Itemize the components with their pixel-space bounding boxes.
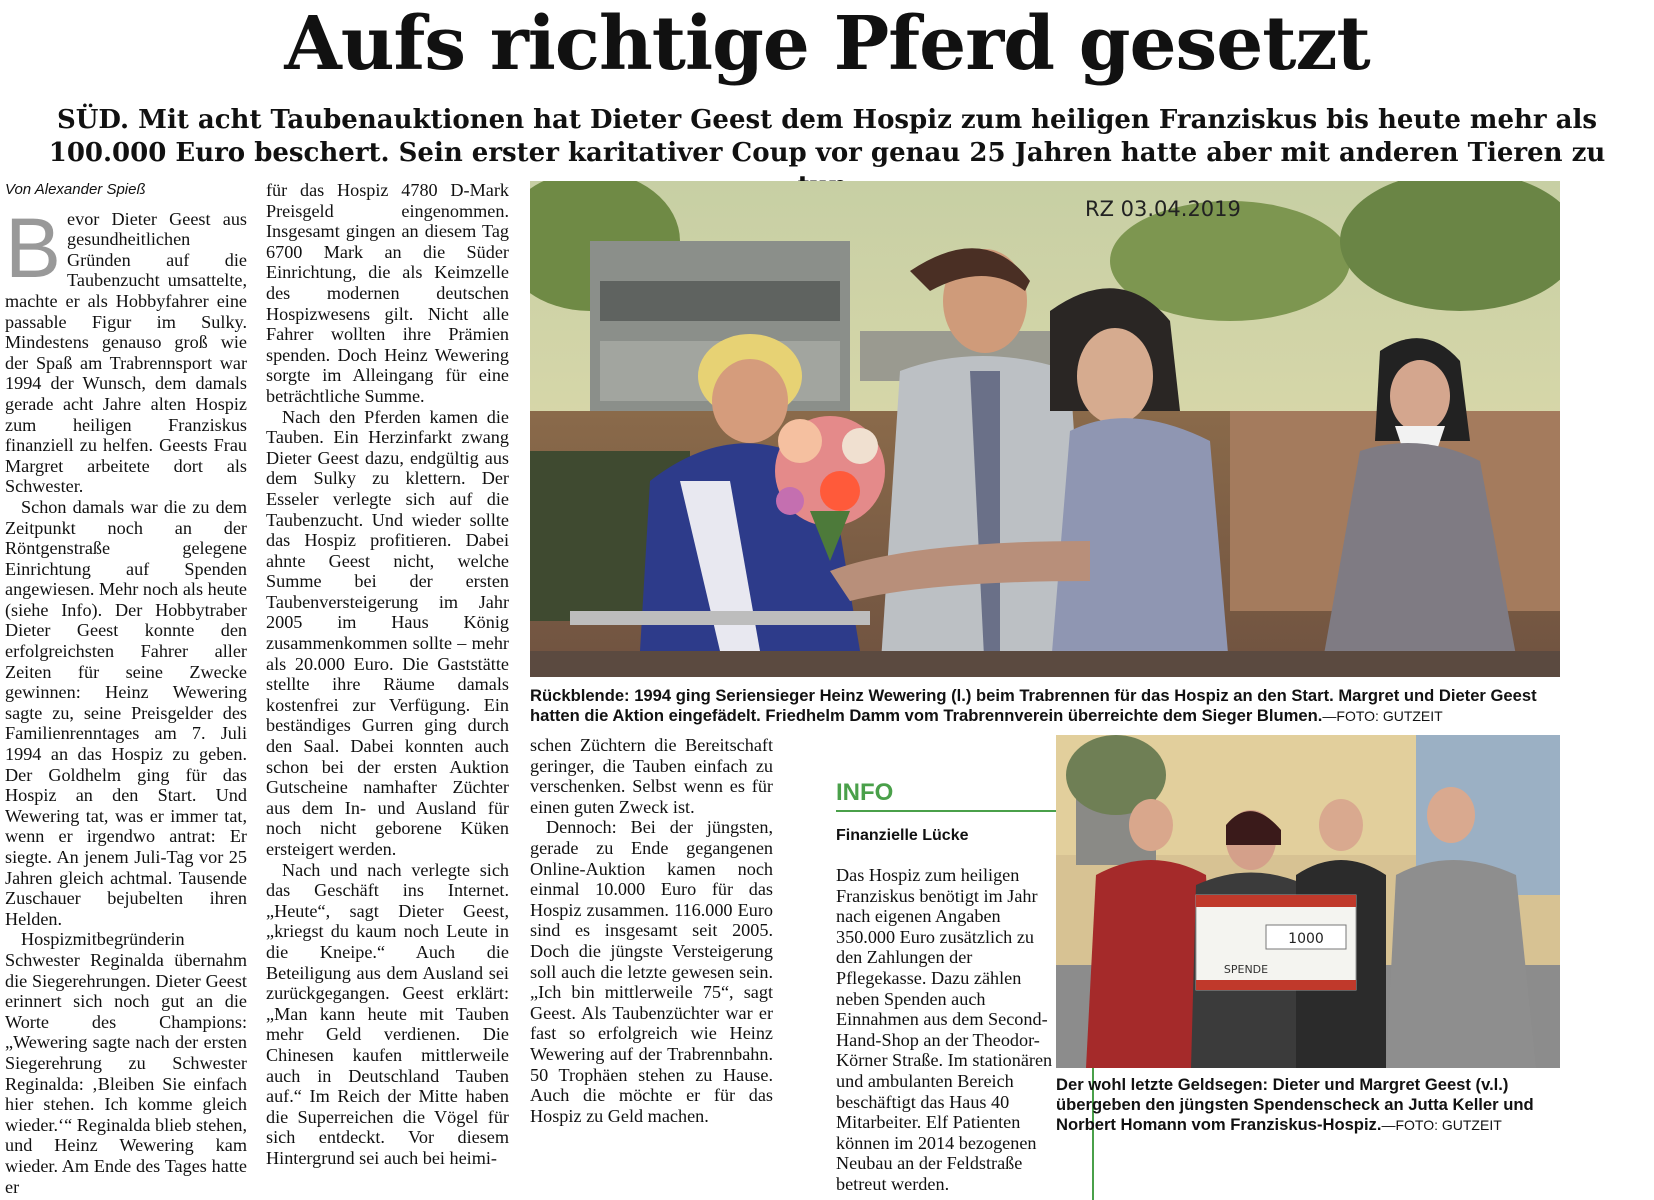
headline: Aufs richtige Pferd gesetzt	[284, 1, 1370, 87]
dropcap: B	[5, 200, 62, 295]
info-subtitle: Finanzielle Lücke	[836, 827, 969, 844]
info-divider	[836, 810, 1092, 812]
paragraph: schen Züchtern die Bereitschaft geringer, die Tauben einfach zu verschenken. Selbst wenn es für einen guten Zweck ist.	[530, 735, 773, 817]
deck-subheadline: SÜD. Mit acht Taubenauktionen hat Dieter Geest dem Hospiz zum heiligen Franziskus bis heute mehr als 100.000 Euro beschert. Sein erster karitativer Coup vor genau 25 Jahren hatte aber mit anderen Tieren zu	[48, 105, 1606, 168]
cheque-amount: 1000	[1288, 931, 1324, 947]
cheque-photo-caption: Der wohl letzte Geldsegen: Dieter und Margret Geest (v.l.) übergeben den jüngsten Spendenscheck an Jutta Keller und Norbert Homann vom Franziskus-Hospiz.—FOTO: GUTZEIT	[1056, 1075, 1534, 1134]
date-stamp: RZ 03.04.2019	[1085, 197, 1241, 221]
paragraph: Hospizmitbegründerin Schwester Reginalda übernahm die Siegerehrungen. Dieter Geest erinnert sich noch gut an die Worte des Champions: „Wewering sagte nach der ersten Siegerehrung zu Schwester Reginalda: ‚Bleiben Sie einfach hier stehen. Ich komme gleich wieder.‘“ Reginalda blieb stehen, und Heinz Wewering kam wieder. Am Ende des Tages hatte er	[5, 929, 247, 1197]
byline: Von Alexander Spieß	[5, 181, 146, 198]
paragraph: für das Hospiz 4780 D-Mark Preisgeld eingenommen. Insgesamt gingen an diesem Tag 6700 Mark an die Süder Einrichtung, die als Keimzelle des modernen deutschen Hospizwesens gilt. Nicht alle Fahrer wollten ihre Prämien spenden. Doch Heinz Wewering sorgte im Alleingang für eine beträchtliche Summe.	[266, 180, 509, 406]
photo-credit: —FOTO: GUTZEIT	[1322, 708, 1443, 724]
info-title: INFO	[836, 779, 894, 806]
main-photo	[530, 181, 1560, 677]
cheque-photo	[1056, 735, 1560, 1068]
article-column-1	[5, 180, 247, 1197]
info-text: Das Hospiz zum heiligen Franziskus benötigt im Jahr nach eigenen Angaben 350.000 Euro zusätzlich zu den Zahlungen der Pflegekasse. Dazu zählen neben Spenden auch Einnahmen aus dem Second-Hand-Shop an der Theodor-Körner Straße. Im stationären und ambulanten Bereich beschäftigt das Haus 40 Mitarbeiter. Elf Patienten können im 2014 bezogenen Neubau an der Feldstraße betreut werden.	[836, 865, 1053, 1194]
paragraph: Bevor Dieter Geest aus gesundheitlichen Gründen auf die Taubenzucht umsattelte, machte er als Hobbyfahrer eine passable Figur im Sulky. Mindestens genauso groß wie der Spaß am Trabrennsport war 1994 der Wunsch, dem damals gerade acht Jahre alten Hospiz zum heiligen Franziskus finanziell zu helfen. Geests Frau Margret arbeitete dort als Schwester.	[5, 200, 247, 497]
paragraph: Nach und nach verlegte sich das Geschäft ins Internet. „Heute“, sagt Dieter Geest, „kriegst du kaum noch Leute in die Kneipe.“ Auch die Beteiligung aus dem Ausland sei zurückgegangen. Geest erklärt: „Man kann heute mit Tauben mehr Geld verdienen. Die Chinesen kaufen mittlerweile auch in Deutschland Tauben auf.“ Im Reich der Mitte haben die Superreichen die Vögel für sich entdeckt. Vor diesem Hintergrund sei auch bei heimi-	[266, 859, 509, 1168]
cheque-word: SPENDE	[1223, 963, 1269, 976]
paragraph: Dennoch: Bei der jüngsten, gerade zu Ende gegangenen Online-Auktion kamen noch einmal 10.000 Euro für das Hospiz zusammen. 116.000 Euro sind es insgesamt seit 2005. Doch die jüngste Versteigerung soll auch die letzte gewesen sein. „Ich bin mittlerweile 75“, sagt Geest. Als Taubenzüchter war er fast so erfolgreich wie Heinz Wewering auf der Trabrennbahn. 50 Trophäen stehen zu Hause. Auch die möchte er für das Hospiz zu Geld machen.	[530, 817, 773, 1126]
photo-credit: —FOTO: GUTZEIT	[1381, 1117, 1502, 1133]
main-photo-caption: Rückblende: 1994 ging Seriensieger Heinz Wewering (l.) beim Trabrennen für das Hospiz an den Start. Margret und Dieter Geest hatten die Aktion eingefädelt. Friedhelm Damm vom Trabrennverein überreichte dem Sieger Blumen.—FOTO: GUTZEIT	[530, 686, 1537, 725]
article-column-3	[530, 735, 773, 1126]
article-column-2	[266, 180, 509, 1169]
paragraph: Nach den Pferden kamen die Tauben. Ein Herzinfarkt zwang Dieter Geest dazu, endgültig aus dem Sulky zu klettern. Der Esseler verlegte sich auf die Taubenzucht. Und wieder sollte das Hospiz profitieren. Dabei ahnte Geest nicht, welche Summe bei der ersten Taubenversteigerung im Jahr 2005 im Haus König zusammenkommen sollte – mehr als 20.000 Euro. Die Gaststätte stellte ihre Räume damals kostenfrei zur Verfügung. Ein beständiges Gurren ging durch den Saal. Dabei konnten auch schon bei der ersten Auktion Gutscheine namhafter Züchter aus dem In- und Ausland für noch nicht geborene Küken ersteigert werden.	[266, 406, 509, 859]
paragraph: Schon damals war die zu dem Zeitpunkt noch an der Röntgenstraße gelegene Einrichtung auf Spenden angewiesen. Mehr noch als heute (siehe Info). Der Hobbytraber Dieter Geest konnte den erfolgreichsten Fahrer aller Zeiten für seine Zwecke gewinnen: Heinz Wewering sagte zu, seine Preisgelder des Familienrenntages am 7. Juli 1994 an das Hospiz zu geben. Der Goldhelm ging für das Hospiz an den Start. Und Wewering tat, was er immer tat, wenn er irgendwo antrat: Er siegte. An jenem Juli-Tag vor 25 Jahren gleich achtmal. Tausende Zuschauer bejubelten ihren Helden.	[5, 496, 247, 929]
